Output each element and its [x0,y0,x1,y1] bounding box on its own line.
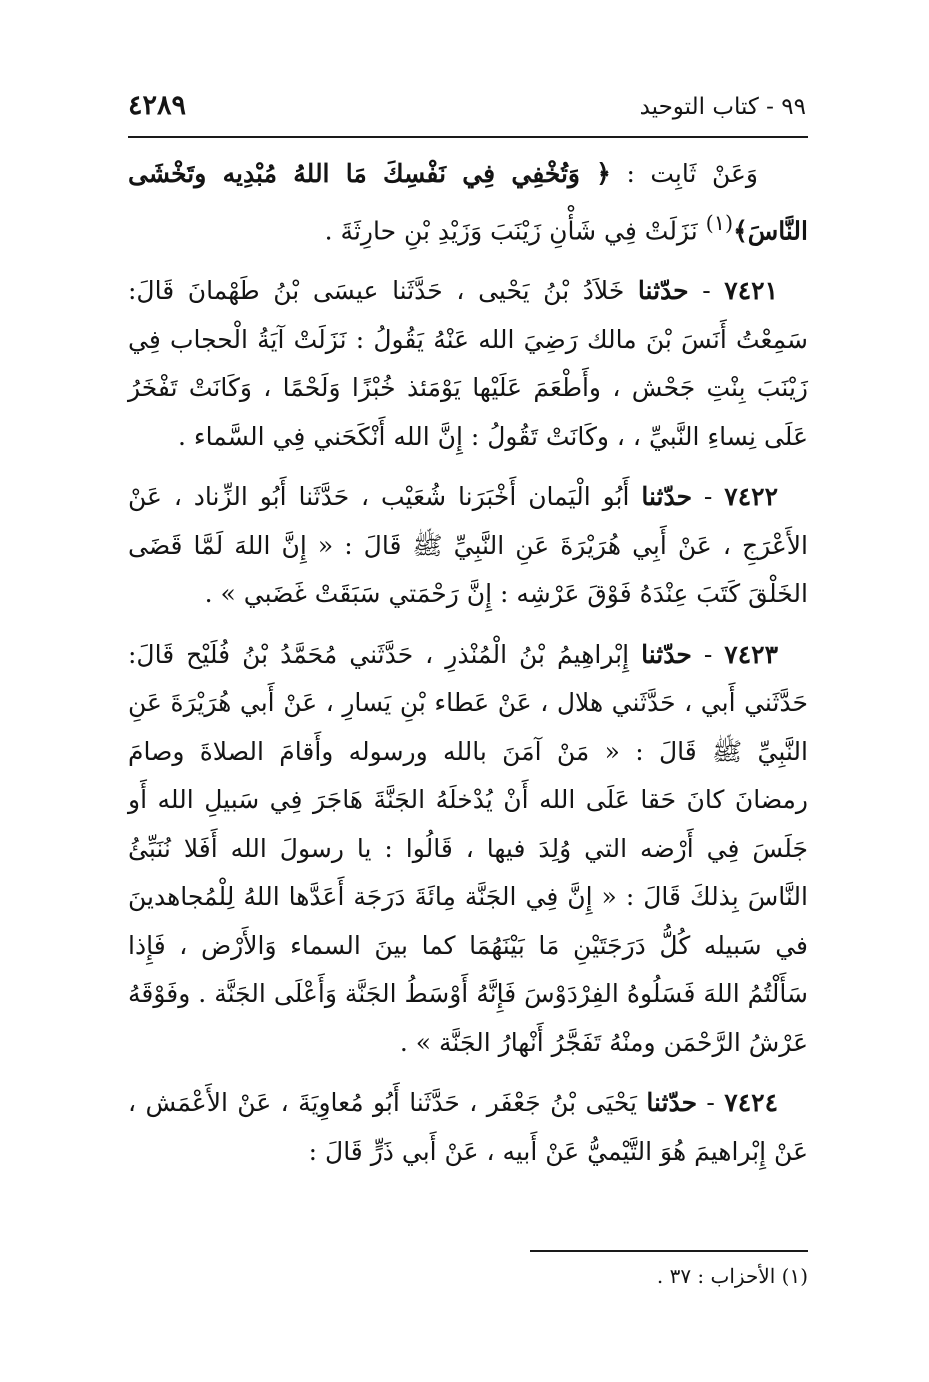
hadith-paragraph: ٧٤٢٣ - حدّثنا إِبْراهِيمُ بْنُ الْمُنْذرِ ، حَدَّثَني مُحَمَّدُ بْنُ فُلَيْح قَالَ: حَدَّثَني أَبي ، حَدَّثَني هلال ، عَنْ عَطاء بْنِ يَسارِ ، عَنْ أَبي هُرَيْرَةَ عَنِ النَّبِيِّ ﷺ قَالَ : « مَنْ آمَنَ بالله ورسوله وأَقامَ الصلاةَ وصامَ رمضانَ كانَ حَقا عَلَى الله أَنْ يُدْخلَهُ الجَنَّةَ هَاجَرَ فِي سَبيلِ الله أَو جَلَسَ فِي أَرْضه التي وُلِدَ فيها ، قَالُوا : يا رسولَ الله أَفَلا نُنَبِّئُ النَّاسَ بِذلكَ قَالَ : « إِنَّ فِي الجَنَّة مِائَةَ دَرَجَة أَعَدَّها اللهُ لِلْمُجاهدينَ في سَبيله كُلُّ دَرَجَتَيْنِ مَا بَيْنَهُمَا كما بينَ السماء وَالأَرْض ، فَإِذا سَأَلْتُمُ اللهَ فَسَلُوهُ الفِرْدَوْسَ فَإِنَّهُ أَوْسَطُ الجَنَّة وَأَعْلَى الجَنَّة . وفَوْقَهُ عَرْشُ الرَّحْمَن ومنْهُ تَفَجَّرُ أَنْهارُ الجَنَّة » . [128,639,808,1057]
hadith-number: ٧٤٢٤ [724,1088,778,1118]
hadith-number: ٧٤٢٢ [724,482,778,512]
quran-verse: ﴿ وَتُخْفِي فِي نَفْسِكَ مَا اللهُ مُبْدِيه وتَخْشَى النَّاسَ﴾ [128,159,808,245]
hadith-lead: حدّثنا [641,482,693,512]
hadith-paragraph: ٧٤٢٤ - حدّثنا يَحْيَى بْنُ جَعْفَر ، حَدَّثَنا أَبُو مُعاوِيَةَ ، عَنْ الأَعْمَش ، عَنْ إِبْراهيمَ هُوَ التَّيْميُّ عَنْ أَبيه ، عَنْ أَبي ذَرٍّ قَالَ : [128,1088,808,1166]
header-divider [128,136,808,138]
page-header [128,86,806,136]
hadith-text: إِبْراهِيمُ بْنُ الْمُنْذرِ ، حَدَّثَني مُحَمَّدُ بْنُ فُلَيْح قَالَ: حَدَّثَني أَبي ، حَدَّثَني هلال ، عَنْ عَطاء بْنِ يَسارِ ، عَنْ أَبي هُرَيْرَةَ عَنِ النَّبِيِّ ﷺ قَالَ : « مَنْ آمَنَ بالله ورسوله وأَقامَ الصلاةَ وصامَ رمضانَ كانَ حَقا عَلَى الله أَنْ يُدْخلَهُ الجَنَّةَ هَاجَرَ فِي سَبيلِ الله أَو جَلَسَ فِي أَرْضه التي وُلِدَ فيها ، قَالُوا : يا رسولَ الله أَفَلا نُنَبِّئُ النَّاسَ بِذلكَ قَالَ : « إِنَّ فِي الجَنَّة مِائَةَ دَرَجَة أَعَدَّها اللهُ لِلْمُجاهدينَ في سَبيله كُلُّ دَرَجَتَيْنِ مَا بَيْنَهُمَا كما بينَ السماء وَالأَرْض ، فَإِذا سَأَلْتُمُ اللهَ فَسَلُوهُ الفِرْدَوْسَ فَإِنَّهُ أَوْسَطُ الجَنَّة وَأَعْلَى الجَنَّة . وفَوْقَهُ عَرْشُ الرَّحْمَن ومنْهُ تَفَجَّرُ أَنْهارُ الجَنَّة » . [128,639,808,1057]
intro-prefix: وَعَنْ ثَابِت : [610,159,758,188]
footnote-marker: (١) [705,210,734,235]
intro-suffix: نَزَلَتْ فِي شَأْنِ زَيْنَبَ وَزَيْدِ بْنِ حارِثَةَ . [324,215,706,245]
chapter-title: ٩٩ - كتاب التوحيد [639,94,806,120]
footnote-divider [530,1250,808,1252]
hadith-text: خَلاَدُ بْنُ يَحْيى ، حَدَّثَنا عيسَى بْنُ طَهْمانَ قَالَ: سَمِعْتُ أَنَسَ بْنَ مالك رَضِيَ الله عَنْهُ يَقُولُ : نَزَلَتْ آيَةُ الْحجاب فِي زَيْنَبَ بِنْتِ جَحْش ، وأَطْعَمَ عَلَيْها يَوْمَئذ خُبْزًا وَلَحْمًا ، وَكَانَتْ تَفْخَرُ عَلَى نِساءِ النَّبيِّ ، ، وكَانَتْ تَقُولُ : إِنَّ الله أَنْكَحَني فِي السَّماء . [128,276,808,451]
hadith-lead: حدّثنا [646,1088,698,1118]
hadith-paragraph: ٧٤٢٢ - حدّثنا أَبُو الْيَمان أَخْبَرَنا شُعَيْب ، حَدَّثَنا أَبُو الزِّناد ، عَنْ الأَعْرَجِ ، عَنْ أَبِي هُرَيْرَةَ عَنِ النَّبِيِّ ﷺ قَالَ : « إِنَّ اللهَ لَمَّا قَضَى الخَلْقَ كَتَبَ عِنْدَهُ فَوْقَ عَرْشِه : إِنَّ رَحْمَتي سَبَقَتْ غَضَبي » . [128,482,808,609]
hadith-lead: حدّثنا [641,639,692,669]
hadith-lead: حدّثنا [637,276,689,306]
footnote: (١) الأحزاب : ٣٧ . [656,1264,808,1288]
main-text [128,150,808,1188]
intro-paragraph [128,150,808,255]
hadith-text: أَبُو الْيَمان أَخْبَرَنا شُعَيْب ، حَدَّثَنا أَبُو الزِّناد ، عَنْ الأَعْرَجِ ، عَنْ أَبِي هُرَيْرَةَ عَنِ النَّبِيِّ ﷺ قَالَ : « إِنَّ اللهَ لَمَّا قَضَى الخَلْقَ كَتَبَ عِنْدَهُ فَوْقَ عَرْشِه : إِنَّ رَحْمَتي سَبَقَتْ غَضَبي » . [128,482,808,609]
page-number: ٤٢٨٩ [128,90,187,121]
hadith-number: ٧٤٢١ [724,276,779,306]
hadith-text: يَحْيَى بْنُ جَعْفَر ، حَدَّثَنا أَبُو مُعاوِيَةَ ، عَنْ الأَعْمَش ، عَنْ إِبْراهيمَ هُوَ التَّيْميُّ عَنْ أَبيه ، عَنْ أَبي ذَرٍّ قَالَ : [128,1088,808,1166]
hadith-paragraph: ٧٤٢١ - حدّثنا خَلاَدُ بْنُ يَحْيى ، حَدَّثَنا عيسَى بْنُ طَهْمانَ قَالَ: سَمِعْتُ أَنَسَ بْنَ مالك رَضِيَ الله عَنْهُ يَقُولُ : نَزَلَتْ آيَةُ الْحجاب فِي زَيْنَبَ بِنْتِ جَحْش ، وأَطْعَمَ عَلَيْها يَوْمَئذ خُبْزًا وَلَحْمًا ، وَكَانَتْ تَفْخَرُ عَلَى نِساءِ النَّبيِّ ، ، وكَانَتْ تَقُولُ : إِنَّ الله أَنْكَحَني فِي السَّماء . [128,276,808,451]
hadith-number: ٧٤٢٣ [724,639,779,669]
